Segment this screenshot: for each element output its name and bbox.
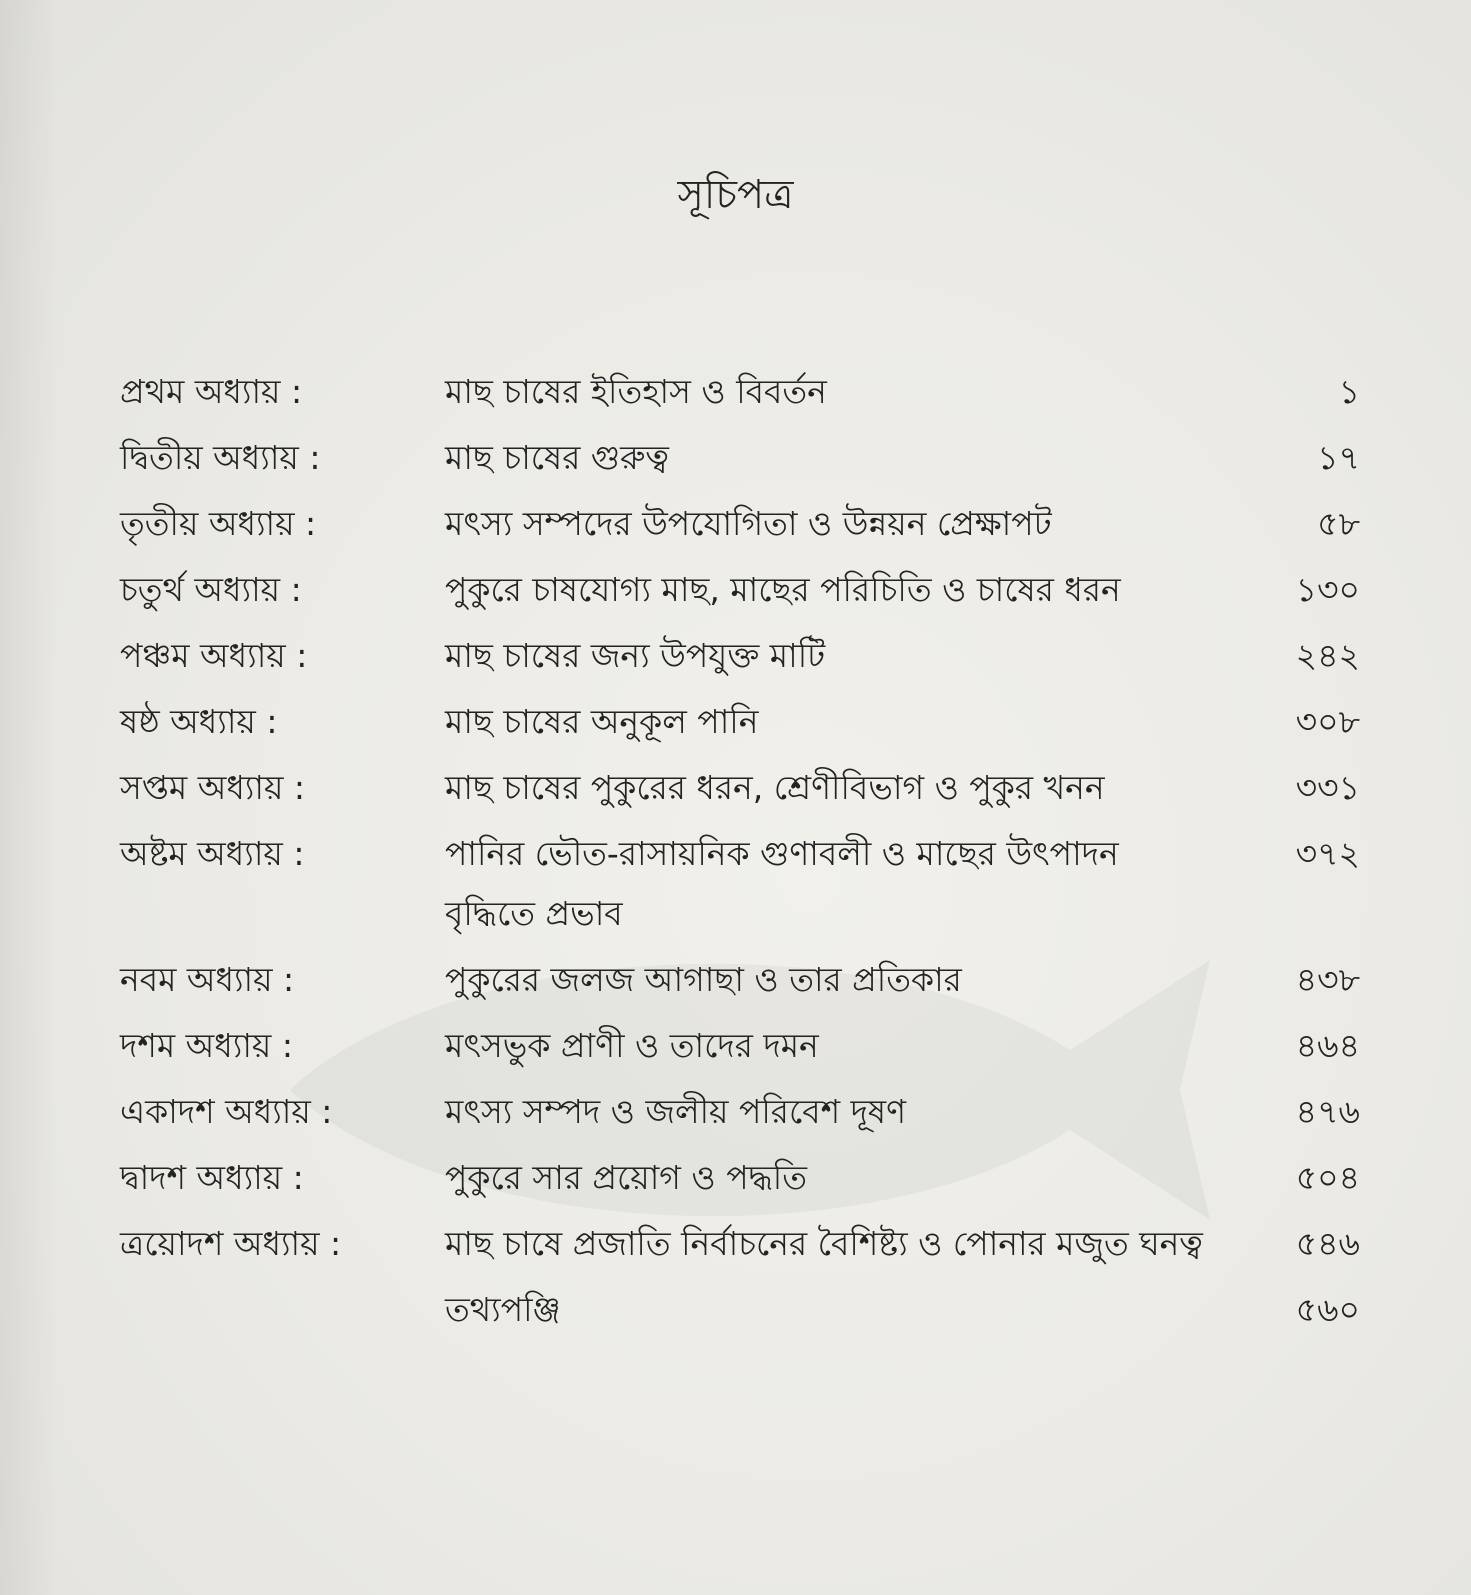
chapter-label: দশম অধ্যায় :: [120, 1026, 293, 1065]
toc-row: [120, 428, 1360, 488]
chapter-label: পঞ্চম অধ্যায় :: [120, 636, 308, 675]
chapter-title: মৎস্য সম্পদ ও জলীয় পরিবেশ দূষণ: [445, 1092, 907, 1131]
chapter-label: ত্রয়োদশ অধ্যায় :: [120, 1224, 342, 1263]
page-number: ৪৬৪: [1295, 1026, 1360, 1065]
chapter-label: সপ্তম অধ্যায় :: [120, 768, 305, 807]
page-number: ৫০৪: [1295, 1158, 1360, 1197]
chapter-title: মাছ চাষের জন্য উপযুক্ত মাটি: [445, 636, 826, 675]
toc-row: [120, 1280, 1360, 1340]
chapter-title: মাছ চাষে প্রজাতি নির্বাচনের বৈশিষ্ট্য ও পোনার মজুত ঘনত্ব: [445, 1224, 1203, 1263]
page-number: ১: [1338, 372, 1360, 411]
page-number: ৪৩৮: [1295, 960, 1360, 999]
chapter-label: দ্বাদশ অধ্যায় :: [120, 1158, 304, 1197]
chapter-title: পানির ভৌত-রাসায়নিক গুণাবলী ও মাছের উৎপাদন বৃদ্ধিতে প্রভাব: [445, 834, 1119, 933]
chapter-label: অষ্টম অধ্যায় :: [120, 834, 305, 873]
page-title: সূচিপত্র: [677, 172, 794, 218]
chapter-title: মাছ চাষের গুরুত্ব: [445, 438, 669, 477]
toc-row: [120, 1214, 1360, 1274]
chapter-title: মাছ চাষের ইতিহাস ও বিবর্তন: [445, 372, 827, 411]
page-number: ২৪২: [1295, 636, 1360, 675]
toc-row: [120, 824, 1360, 944]
toc-row: [120, 560, 1360, 620]
chapter-label: তৃতীয় অধ্যায় :: [120, 504, 317, 543]
toc-row: [120, 1016, 1360, 1076]
page-number: ৪৭৬: [1295, 1092, 1360, 1131]
page-number: ১৭: [1317, 438, 1360, 477]
chapter-title: পুকুরে সার প্রয়োগ ও পদ্ধতি: [445, 1158, 808, 1197]
chapter-title: মাছ চাষের পুকুরের ধরন, শ্রেণীবিভাগ ও পুকুর খনন: [445, 768, 1105, 807]
chapter-label: নবম অধ্যায় :: [120, 960, 295, 999]
page-number: ৫৪৬: [1295, 1224, 1360, 1263]
chapter-label: ষষ্ঠ অধ্যায় :: [120, 702, 278, 741]
toc-row: [120, 626, 1360, 686]
toc-row: [120, 758, 1360, 818]
toc-row: [120, 362, 1360, 422]
toc-row: [120, 1082, 1360, 1142]
toc-row: [120, 950, 1360, 1010]
chapter-title: পুকুরের জলজ আগাছা ও তার প্রতিকার: [445, 960, 962, 999]
chapter-title: তথ্যপঞ্জি: [445, 1290, 561, 1329]
page-number: ৫৬০: [1295, 1290, 1360, 1329]
toc-row: [120, 1148, 1360, 1208]
chapter-title: মৎসভুক প্রাণী ও তাদের দমন: [445, 1026, 819, 1065]
page-number: ৫৮: [1317, 504, 1360, 543]
chapter-label: দ্বিতীয় অধ্যায় :: [120, 438, 321, 477]
page-number: ৩৭২: [1295, 834, 1360, 873]
chapter-title: পুকুরে চাষযোগ্য মাছ, মাছের পরিচিতি ও চাষের ধরন: [445, 570, 1121, 609]
toc-row: [120, 692, 1360, 752]
chapter-title: মৎস্য সম্পদের উপযোগিতা ও উন্নয়ন প্রেক্ষাপট: [445, 504, 1052, 543]
chapter-label: প্রথম অধ্যায় :: [120, 372, 303, 411]
page-number: ৩০৮: [1295, 702, 1360, 741]
page-number: ১৩০: [1295, 570, 1360, 609]
chapter-title: মাছ চাষের অনুকূল পানি: [445, 702, 759, 741]
table-of-contents: [120, 362, 1360, 1346]
page-number: ৩৩১: [1295, 768, 1360, 807]
chapter-label: চতুর্থ অধ্যায় :: [120, 570, 302, 609]
chapter-label: একাদশ অধ্যায় :: [120, 1092, 333, 1131]
toc-row: [120, 494, 1360, 554]
